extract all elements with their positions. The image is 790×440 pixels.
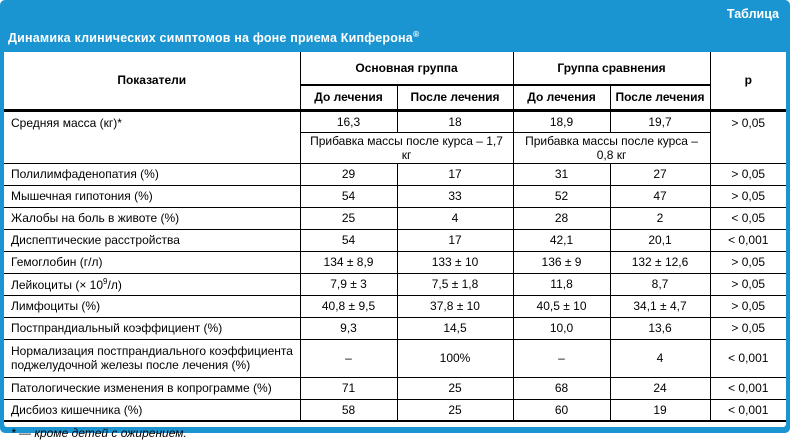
p-value: > 0,05: [710, 163, 786, 185]
table-row: [4, 251, 786, 273]
cell-value: 4: [610, 339, 710, 377]
header-before-main: До лечения: [300, 85, 397, 110]
cell-value: 37,8 ± 10: [397, 295, 513, 317]
table-footnote: * — кроме детей с ожирением.: [11, 426, 187, 440]
table-row: [4, 163, 786, 185]
p-value: > 0,05: [710, 295, 786, 317]
cell-value: –: [513, 339, 610, 377]
cell-value: 100%: [397, 339, 513, 377]
cell-value: 9,3: [300, 317, 397, 339]
cell-value: 42,1: [513, 229, 610, 251]
table-row: [4, 295, 786, 317]
row-label: Диспептические расстройства: [4, 229, 300, 251]
cell-value: 27: [610, 163, 710, 185]
row-label: Средняя масса (кг)*: [4, 110, 300, 163]
cell-value: 18: [397, 110, 513, 132]
cell-value: 40,8 ± 9,5: [300, 295, 397, 317]
cell-value: 25: [397, 399, 513, 421]
table-row: [4, 377, 786, 399]
cell-value: 10,0: [513, 317, 610, 339]
row-label: Полилимфаденопатия (%): [4, 163, 300, 185]
row-label-text: /л): [107, 277, 122, 292]
p-value: < 0,05: [710, 207, 786, 229]
cell-value: 7,5 ± 1,8: [397, 273, 513, 295]
cell-value: 13,6: [610, 317, 710, 339]
cell-value: 16,3: [300, 110, 397, 132]
header-after-main: После лечения: [397, 85, 513, 110]
symptoms-table: [4, 52, 786, 422]
cell-value: 58: [300, 399, 397, 421]
cell-value: 133 ± 10: [397, 251, 513, 273]
cell-value: 47: [610, 185, 710, 207]
cell-value: 4: [397, 207, 513, 229]
cell-value: 71: [300, 377, 397, 399]
header-indicators: Показатели: [4, 52, 300, 110]
cell-value: 54: [300, 185, 397, 207]
row-label: Жалобы на боль в животе (%): [4, 207, 300, 229]
cell-value: 19: [610, 399, 710, 421]
row-label: [4, 273, 300, 295]
cell-value: 8,7: [610, 273, 710, 295]
p-value: < 0,001: [710, 229, 786, 251]
table-row: [4, 185, 786, 207]
header-p: p: [710, 52, 786, 110]
cell-value: 31: [513, 163, 610, 185]
cell-value: 14,5: [397, 317, 513, 339]
table-row: [4, 229, 786, 251]
header-group-comparison: Группа сравнения: [513, 52, 710, 85]
cell-value: 7,9 ± 3: [300, 273, 397, 295]
cell-value: 60: [513, 399, 610, 421]
table-title-text: Динамика клинических симптомов на фоне приема Кипферона: [8, 31, 413, 46]
cell-value: 24: [610, 377, 710, 399]
row-label: Мышечная гипотония (%): [4, 185, 300, 207]
cell-value: 25: [397, 377, 513, 399]
row-label: Нормализация постпрандиального коэффициента поджелудочной железы после лечения (%): [4, 339, 300, 377]
cell-value: 54: [300, 229, 397, 251]
row-label: Дисбиоз кишечника (%): [4, 399, 300, 421]
cell-value: 18,9: [513, 110, 610, 132]
cell-value: 132 ± 12,6: [610, 251, 710, 273]
header-group-main: Основная группа: [300, 52, 513, 85]
table-title: [8, 29, 419, 45]
p-value: > 0,05: [710, 185, 786, 207]
cell-value: 17: [397, 229, 513, 251]
cell-value: –: [300, 339, 397, 377]
row-label: Лимфоциты (%): [4, 295, 300, 317]
row-label: Постпрандиальный коэффициент (%): [4, 317, 300, 339]
cell-value: 29: [300, 163, 397, 185]
cell-value: 136 ± 9: [513, 251, 610, 273]
cell-value: 40,5 ± 10: [513, 295, 610, 317]
table-row: [4, 273, 786, 295]
cell-value: 20,1: [610, 229, 710, 251]
cell-value: 28: [513, 207, 610, 229]
row-label-text: Лейкоциты (× 10: [11, 277, 104, 292]
row-label-superscript: 9: [103, 276, 108, 286]
table-row: [4, 399, 786, 421]
p-value: < 0,001: [710, 339, 786, 377]
cell-value: 11,8: [513, 273, 610, 295]
header-after-comparison: После лечения: [610, 85, 710, 110]
table-row: [4, 317, 786, 339]
cell-value: 33: [397, 185, 513, 207]
table-row: [4, 207, 786, 229]
weight-gain-main: Прибавка массы после курса – 1,7 кг: [300, 132, 513, 163]
table-corner-label: Таблица: [726, 7, 779, 21]
table-row: [4, 110, 786, 132]
cell-value: 19,7: [610, 110, 710, 132]
row-label: Гемоглобин (г/л): [4, 251, 300, 273]
cell-value: 134 ± 8,9: [300, 251, 397, 273]
table-row: [4, 339, 786, 377]
p-value: > 0,05: [710, 110, 786, 163]
cell-value: 17: [397, 163, 513, 185]
cell-value: 52: [513, 185, 610, 207]
cell-value: 25: [300, 207, 397, 229]
header-row-groups: [4, 52, 786, 85]
header-before-comparison: До лечения: [513, 85, 610, 110]
p-value: < 0,001: [710, 377, 786, 399]
p-value: > 0,05: [710, 273, 786, 295]
cell-value: 34,1 ± 4,7: [610, 295, 710, 317]
cell-value: 2: [610, 207, 710, 229]
cell-value: 68: [513, 377, 610, 399]
table-panel: [4, 52, 786, 440]
row-label: Патологические изменения в копрограмме (%): [4, 377, 300, 399]
registered-trademark-sign: ®: [412, 29, 420, 39]
p-value: > 0,05: [710, 317, 786, 339]
weight-gain-comparison: Прибавка массы после курса – 0,8 кг: [513, 132, 710, 163]
p-value: < 0,001: [710, 399, 786, 421]
p-value: > 0,05: [710, 251, 786, 273]
